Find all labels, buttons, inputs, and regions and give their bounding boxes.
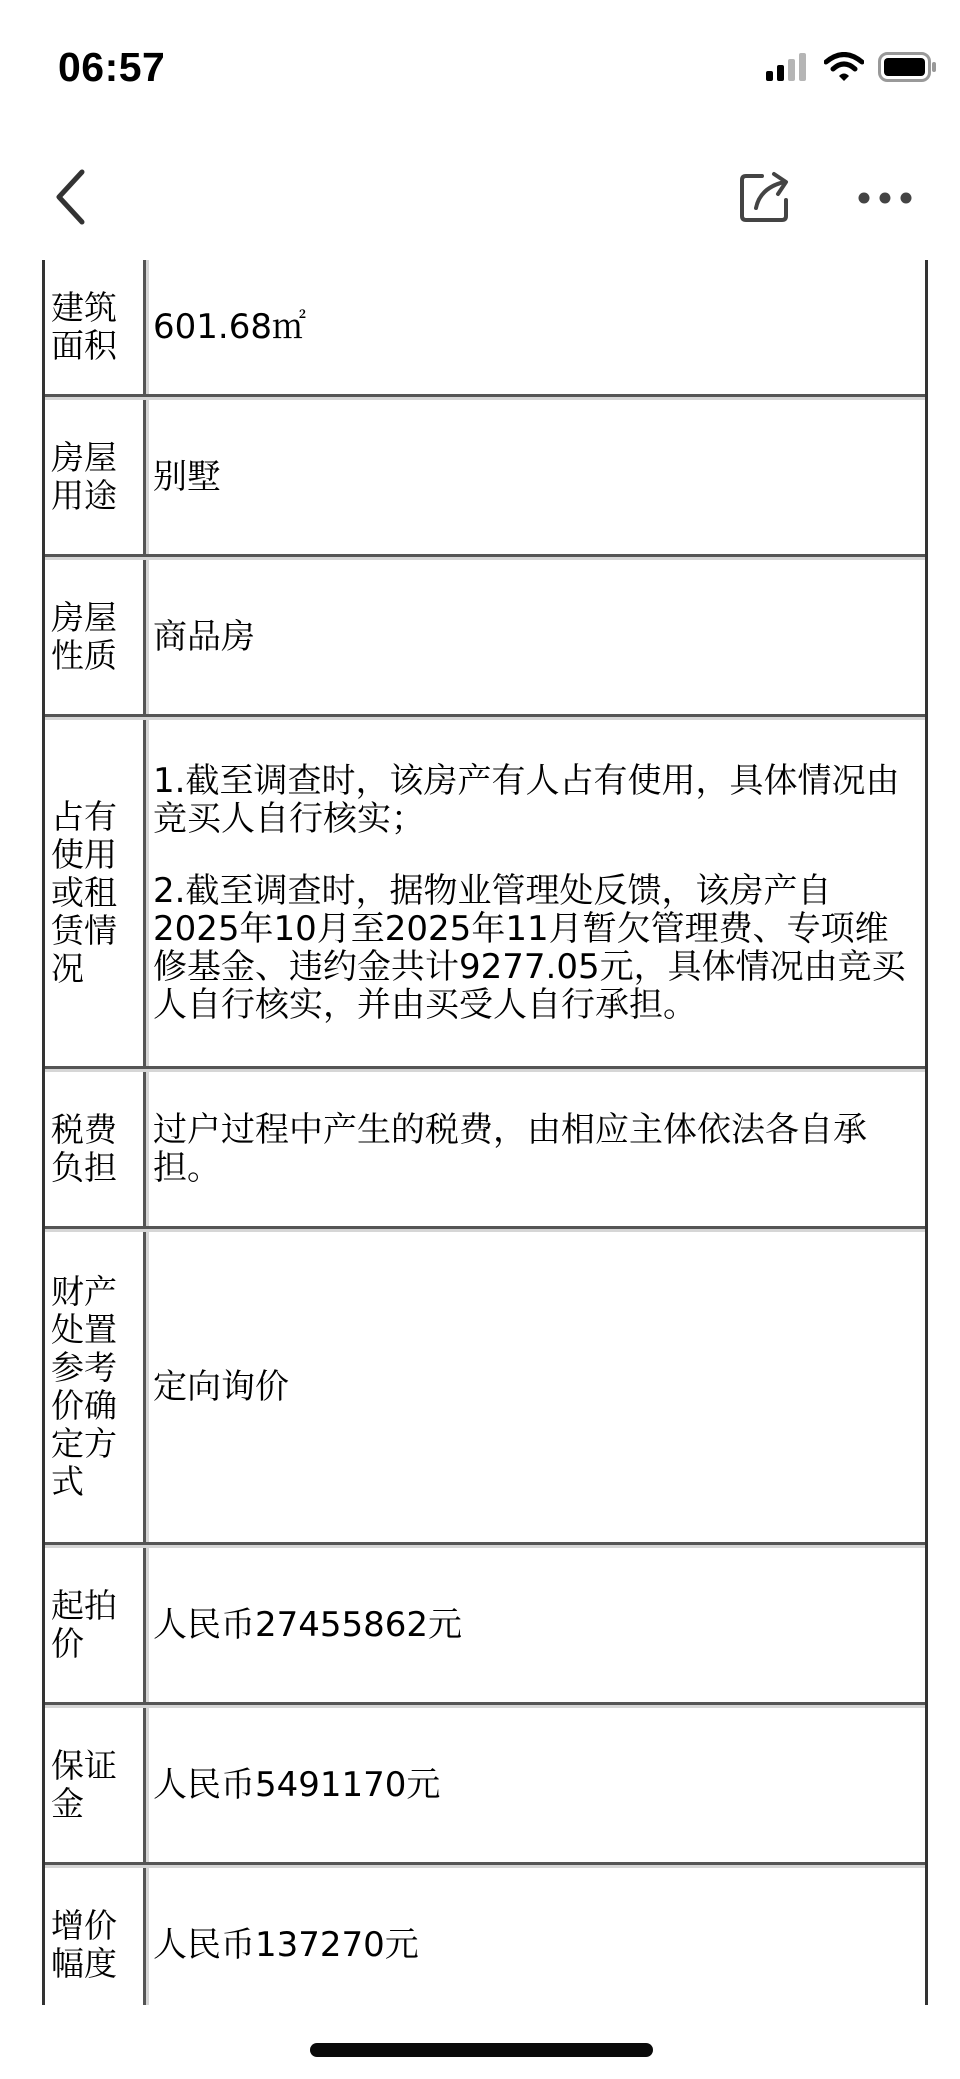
row-value [149, 1868, 925, 2005]
table-row [45, 720, 925, 1069]
chevron-left-icon [53, 168, 87, 230]
share-button[interactable] [730, 164, 800, 234]
table-row [45, 1868, 925, 2005]
more-button[interactable] [850, 164, 920, 234]
row-value-text: 人民币5491170元 [153, 1765, 441, 1805]
row-value-text: 人民币27455862元 [153, 1605, 463, 1645]
row-value-text: 定向询价 [153, 1367, 289, 1407]
wifi-icon [824, 52, 864, 86]
row-value [149, 720, 925, 1066]
share-icon [738, 170, 792, 228]
cellular-signal-icon [766, 53, 810, 85]
property-info-table [42, 260, 928, 2005]
row-value-text: 过户过程中产生的税费，由相应主体依法各自承担。 [153, 1110, 867, 1188]
row-value-text: 601.68㎡ [153, 307, 306, 347]
row-value [149, 560, 925, 714]
table-row [45, 1072, 925, 1229]
table-row [45, 400, 925, 557]
row-label: 房屋性质 [45, 560, 146, 714]
row-label: 房屋用途 [45, 400, 146, 554]
status-time: 06:57 [58, 44, 166, 90]
row-value [149, 1708, 925, 1862]
row-label: 建筑面积 [45, 260, 146, 394]
page-content[interactable] [0, 260, 960, 2005]
table-row [45, 560, 925, 717]
table-row [45, 1708, 925, 1865]
status-icons [766, 52, 938, 86]
row-label: 占有使用或租赁情况 [45, 720, 146, 1066]
row-value-text: 人民币137270元 [153, 1925, 419, 1965]
table-row [45, 260, 925, 397]
row-value-text: 商品房 [153, 617, 255, 657]
row-value [149, 260, 925, 394]
battery-icon [878, 52, 938, 86]
row-value-text: 1.截至调查时，该房产有人占有使用，具体情况由竞买人自行核实； [153, 761, 900, 839]
row-value [149, 400, 925, 554]
row-value [149, 1072, 925, 1226]
row-label: 增价幅度 [45, 1868, 146, 2005]
nav-bar [0, 140, 960, 260]
back-button[interactable] [40, 164, 100, 234]
row-label: 税费负担 [45, 1072, 146, 1226]
more-dots-icon [857, 190, 913, 209]
home-indicator[interactable] [310, 2043, 653, 2057]
row-label: 财产处置参考价确定方式 [45, 1232, 146, 1542]
table-row [45, 1232, 925, 1545]
row-label: 起拍价 [45, 1548, 146, 1702]
status-bar [0, 0, 960, 140]
row-value [149, 1548, 925, 1702]
table-row [45, 1548, 925, 1705]
row-value [149, 1232, 925, 1542]
row-value-text: 2.截至调查时，据物业管理处反馈，该房产自2025年10月至2025年11月暂欠管理费、专项维修基金、违约金共计9277.05元，具体情况由竞买人自行核实，并由买受人自行承担。 [153, 871, 906, 1025]
row-label: 保证金 [45, 1708, 146, 1862]
row-value-text: 别墅 [153, 457, 221, 497]
